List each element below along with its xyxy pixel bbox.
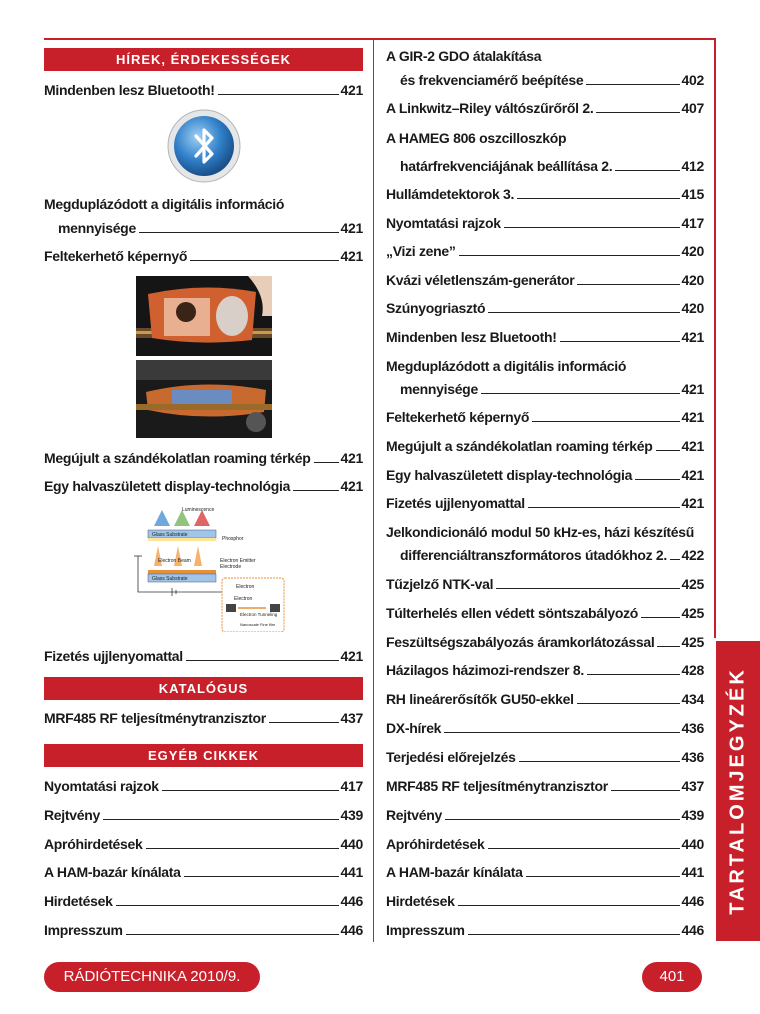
toc-entry-title-line1: A GIR-2 GDO átalakítása <box>386 48 542 64</box>
toc-entry-page: 421 <box>340 478 363 494</box>
toc-entry-title: Apróhirdetések <box>386 836 485 852</box>
toc-entry[interactable] <box>386 547 704 563</box>
toc-entry-page: 422 <box>681 547 704 563</box>
diagram-label-electron-1: Electron <box>236 584 255 590</box>
toc-entry-title: Tűzjelző NTK-val <box>386 576 494 592</box>
toc-entry-title: Kvázi véletlenszám-generátor <box>386 272 575 288</box>
diagram-label-electrode: Electrode <box>220 564 242 570</box>
toc-entry-page: 421 <box>681 409 704 425</box>
toc-entry-title-line1: Jelkondicionáló modul 50 kHz-es, házi készítésű <box>386 524 694 540</box>
leader-line <box>162 790 339 791</box>
toc-entry-page: 412 <box>681 158 704 174</box>
toc-entry-title: DX-hírek <box>386 720 442 736</box>
toc-entry-title-line1: Megduplázódott a digitális információ <box>44 196 285 212</box>
leader-line <box>116 905 339 906</box>
toc-entry[interactable] <box>44 82 363 98</box>
toc-entry-page: 421 <box>340 450 363 466</box>
leader-line <box>656 450 680 451</box>
toc-entry-page: 421 <box>681 438 704 454</box>
leader-line <box>468 934 680 935</box>
toc-entry-title: Megújult a szándékolatlan roaming térkép <box>386 438 653 454</box>
leader-line <box>519 761 680 762</box>
leader-line <box>611 790 680 791</box>
right-rule <box>714 38 716 638</box>
toc-entry[interactable] <box>386 215 704 231</box>
leader-line <box>504 227 680 228</box>
side-tab <box>716 641 760 941</box>
sed-display-diagram <box>128 506 288 632</box>
toc-entry-page: 421 <box>681 381 704 397</box>
toc-entry-title: Hirdetések <box>44 893 113 909</box>
toc-entry-page: 421 <box>681 495 704 511</box>
diagram-label-luminescence: Luminescence <box>182 507 215 513</box>
leader-line <box>560 341 680 342</box>
toc-entry-title: Mindenben lesz Bluetooth! <box>386 329 557 345</box>
leader-line <box>657 646 679 647</box>
toc-entry[interactable] <box>386 467 704 483</box>
toc-entry-page: 421 <box>681 329 704 345</box>
toc-entry-title: A Linkwitz–Riley váltószűrőről 2. <box>386 100 594 116</box>
toc-entry-title-line1: Megduplázódott a digitális információ <box>386 358 627 374</box>
leader-line <box>577 703 680 704</box>
toc-entry[interactable] <box>386 409 704 425</box>
toc-entry-title: határfrekvenciájának beállítása 2. <box>400 158 613 174</box>
toc-entry-page: 436 <box>681 720 704 736</box>
leader-line <box>481 393 680 394</box>
toc-entry[interactable] <box>386 158 704 174</box>
toc-entry-page: 446 <box>340 922 363 938</box>
toc-entry-title: A HAM-bazár kínálata <box>386 864 523 880</box>
toc-entry-title: Házilagos házimozi-rendszer 8. <box>386 662 584 678</box>
toc-entry-page: 421 <box>681 467 704 483</box>
toc-entry-title: és frekvenciamérő beépítése <box>400 72 584 88</box>
toc-entry[interactable] <box>386 72 704 88</box>
toc-entry[interactable] <box>386 634 704 650</box>
toc-entry[interactable] <box>386 807 704 823</box>
toc-entry-page: 436 <box>681 749 704 765</box>
toc-entry-title: differenciáltranszformátoros útadókhoz 2. <box>400 547 667 563</box>
toc-entry[interactable] <box>386 691 704 707</box>
toc-entry[interactable] <box>44 450 363 466</box>
toc-entry-page: 420 <box>681 243 704 259</box>
diagram-label-glass-bottom: Glass Substrate <box>152 576 188 582</box>
toc-entry-title: Impresszum <box>44 922 123 938</box>
toc-entry-title: A HAM-bazár kínálata <box>44 864 181 880</box>
leader-line <box>126 934 339 935</box>
toc-entry-page: 440 <box>340 836 363 852</box>
toc-entry[interactable] <box>44 893 363 909</box>
toc-entry-title: Rejtvény <box>44 807 100 823</box>
toc-entry-page: 446 <box>681 922 704 938</box>
toc-entry-title: Hirdetések <box>386 893 455 909</box>
leader-line <box>596 112 679 113</box>
toc-entry-title: Fizetés ujjlenyomattal <box>44 648 183 664</box>
diagram-label-electron-beam: Electron Beam <box>158 558 191 564</box>
leader-line <box>586 84 679 85</box>
toc-entry-title: Feltekerhető képernyő <box>386 409 530 425</box>
toc-entry-page: 428 <box>681 662 704 678</box>
toc-entry[interactable] <box>386 836 704 852</box>
toc-entry-title: Terjedési előrejelzés <box>386 749 516 765</box>
toc-entry[interactable] <box>386 605 704 621</box>
toc-entry-page: 441 <box>340 864 363 880</box>
toc-entry[interactable] <box>386 576 704 592</box>
toc-entry-title: Hullámdetektorok 3. <box>386 186 515 202</box>
section-header-katalogus: KATALÓGUS <box>44 677 363 700</box>
leader-line <box>139 232 339 233</box>
toc-entry-page: 441 <box>681 864 704 880</box>
bluetooth-logo-icon <box>166 108 242 184</box>
toc-entry-title: RH lineárerősítők GU50-ekkel <box>386 691 574 707</box>
toc-entry-page: 446 <box>681 893 704 909</box>
toc-entry[interactable] <box>44 864 363 880</box>
toc-entry-title: Egy halvaszületett display-technológia <box>44 478 291 494</box>
toc-entry-page: 402 <box>681 72 704 88</box>
toc-entry-page: 439 <box>340 807 363 823</box>
leader-line <box>186 660 339 661</box>
leader-line <box>458 905 680 906</box>
toc-entry[interactable] <box>386 186 704 202</box>
toc-entry[interactable] <box>386 662 704 678</box>
toc-entry[interactable] <box>44 220 363 236</box>
toc-entry-title: Apróhirdetések <box>44 836 143 852</box>
toc-entry[interactable] <box>44 922 363 938</box>
leader-line <box>293 490 338 491</box>
diagram-label-phosphor: Phosphor <box>222 536 244 542</box>
leader-line <box>103 819 339 820</box>
leader-line <box>587 674 680 675</box>
toc-entry[interactable] <box>386 749 704 765</box>
toc-entry-page: 425 <box>681 576 704 592</box>
leader-line <box>577 284 679 285</box>
leader-line <box>532 421 679 422</box>
leader-line <box>444 732 679 733</box>
leader-line <box>459 255 680 256</box>
leader-line <box>314 462 339 463</box>
toc-entry-title: Mindenben lesz Bluetooth! <box>44 82 215 98</box>
leader-line <box>269 722 339 723</box>
rolled-screen-photo <box>136 360 272 438</box>
toc-entry[interactable] <box>386 381 704 397</box>
toc-entry-page: 417 <box>340 778 363 794</box>
leader-line <box>218 94 339 95</box>
leader-line <box>488 312 679 313</box>
toc-entry-title: Feszültségszabályozás áramkorlátozással <box>386 634 655 650</box>
leader-line <box>641 617 679 618</box>
section-header-egyeb: EGYÉB CIKKEK <box>44 744 363 767</box>
top-rule <box>44 38 716 40</box>
toc-entry-page: 439 <box>681 807 704 823</box>
leader-line <box>496 588 679 589</box>
toc-entry-page: 415 <box>681 186 704 202</box>
toc-entry[interactable] <box>44 807 363 823</box>
toc-entry[interactable] <box>386 272 704 288</box>
leader-line <box>528 507 680 508</box>
toc-entry-title: „Vizi zene” <box>386 243 456 259</box>
toc-entry[interactable] <box>386 243 704 259</box>
toc-entry[interactable] <box>386 720 704 736</box>
diagram-label-glass-top: Glass Substrate <box>152 532 188 538</box>
toc-entry[interactable] <box>386 778 704 794</box>
toc-entry-title: MRF485 RF teljesítménytranzisztor <box>44 710 266 726</box>
toc-entry-title: Túlterhelés ellen védett söntszabályozó <box>386 605 639 621</box>
toc-entry-title: mennyisége <box>400 381 478 397</box>
leader-line <box>615 170 679 171</box>
toc-entry-title: MRF485 RF teljesítménytranzisztor <box>386 778 608 794</box>
section-header-hirek: HÍREK, ÉRDEKESSÉGEK <box>44 48 363 71</box>
toc-entry-page: 417 <box>681 215 704 231</box>
toc-entry-title: Szúnyogriasztó <box>386 300 486 316</box>
toc-entry-page: 421 <box>340 248 363 264</box>
toc-entry-title: Nyomtatási rajzok <box>44 778 159 794</box>
toc-entry-title: Fizetés ujjlenyomattal <box>386 495 525 511</box>
toc-entry-page: 420 <box>681 300 704 316</box>
diagram-label-tunneling: Electron Tunneling <box>240 612 278 617</box>
toc-entry[interactable] <box>386 495 704 511</box>
toc-entry-title: Egy halvaszületett display-technológia <box>386 467 633 483</box>
toc-entry-page: 420 <box>681 272 704 288</box>
toc-entry[interactable] <box>386 100 704 116</box>
toc-entry[interactable] <box>44 836 363 852</box>
toc-entry-page: 407 <box>681 100 704 116</box>
toc-entry-title: mennyisége <box>58 220 136 236</box>
diagram-label-emitter: Electron Emitter <box>220 558 256 564</box>
toc-entry[interactable] <box>386 922 704 938</box>
toc-entry-page: 440 <box>681 836 704 852</box>
diagram-label-film: Nanoscale Fine film <box>240 622 276 627</box>
toc-entry-page: 421 <box>340 220 363 236</box>
leader-line <box>526 876 680 877</box>
toc-entry[interactable] <box>386 300 704 316</box>
leader-line <box>445 819 680 820</box>
toc-entry[interactable] <box>44 778 363 794</box>
column-divider <box>373 40 374 942</box>
toc-entry[interactable] <box>386 329 704 345</box>
toc-entry-page: 425 <box>681 634 704 650</box>
toc-entry-page: 421 <box>340 648 363 664</box>
toc-entry[interactable] <box>386 438 704 454</box>
leader-line <box>635 479 679 480</box>
toc-entry-page: 434 <box>681 691 704 707</box>
toc-entry-page: 437 <box>340 710 363 726</box>
toc-entry-title: Rejtvény <box>386 807 442 823</box>
flexible-screen-photo <box>136 276 272 356</box>
toc-entry-title: Feltekerhető képernyő <box>44 248 188 264</box>
toc-entry-page: 425 <box>681 605 704 621</box>
toc-entry-title: Impresszum <box>386 922 465 938</box>
leader-line <box>670 559 680 560</box>
diagram-label-electron-2: Electron <box>234 596 253 602</box>
toc-entry[interactable] <box>386 864 704 880</box>
toc-entry[interactable] <box>386 893 704 909</box>
toc-entry-page: 446 <box>340 893 363 909</box>
toc-entry-page: 421 <box>340 82 363 98</box>
footer-page-number: 401 <box>642 962 702 992</box>
toc-entry-title-line1: A HAMEG 806 oszcilloszkóp <box>386 130 567 146</box>
toc-entry-title: Nyomtatási rajzok <box>386 215 501 231</box>
toc-entry-title: Megújult a szándékolatlan roaming térkép <box>44 450 311 466</box>
leader-line <box>146 848 339 849</box>
leader-line <box>184 876 339 877</box>
toc-entry-page: 437 <box>681 778 704 794</box>
leader-line <box>517 198 679 199</box>
side-tab-label: TARTALOMJEGYZÉK <box>726 667 749 915</box>
leader-line <box>190 260 338 261</box>
leader-line <box>488 848 680 849</box>
footer-magazine-badge: RÁDIÓTECHNIKA 2010/9. <box>44 962 260 992</box>
toc-entry[interactable] <box>44 710 363 726</box>
toc-entry[interactable] <box>44 248 363 264</box>
toc-entry[interactable] <box>44 478 363 494</box>
toc-entry[interactable] <box>44 648 363 664</box>
